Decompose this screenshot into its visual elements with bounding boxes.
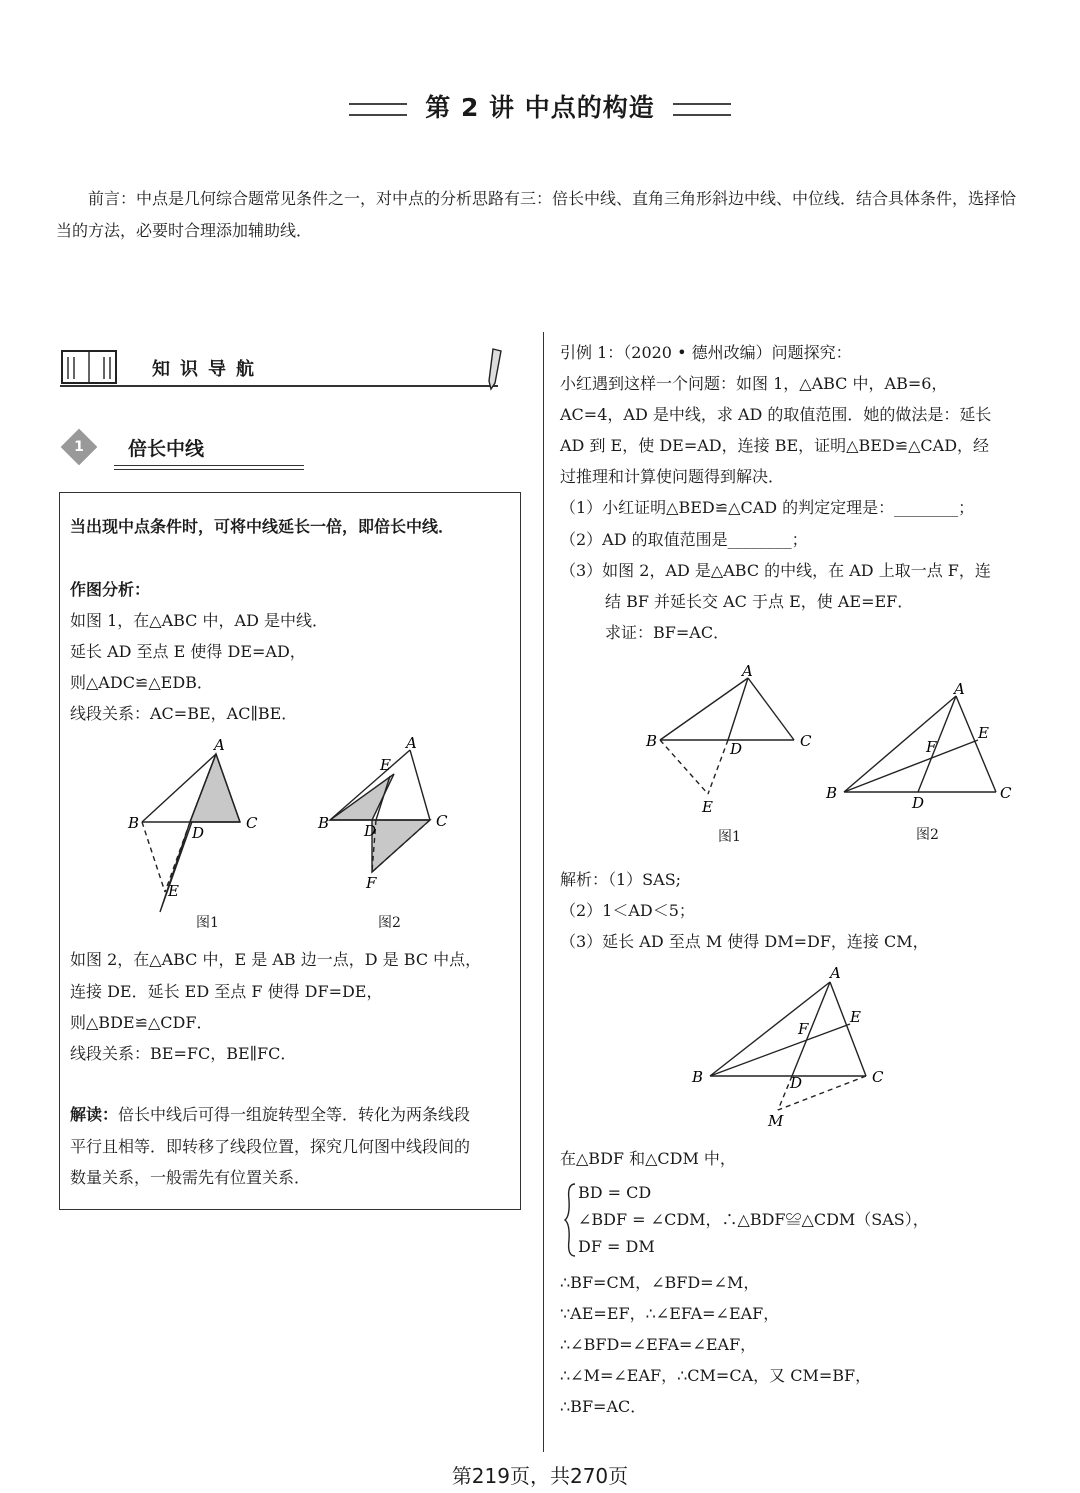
knowledge-nav-header [60,347,510,389]
segment-ab [660,678,748,740]
right-fig1-caption: 图1 [718,829,741,845]
conclusion-line: ∴∠M=∠EAF，∴CM=CA，又 CM=BF， [560,1366,872,1385]
point-label-a: A [954,680,965,698]
point-label-d: D [912,794,925,812]
segment-be [710,1024,850,1076]
segment-ac [956,696,996,792]
example-line: AD 到 E，使 DE=AD，连接 BE，证明△BED≌△CAD，经 [560,436,990,455]
left-figure-2 [317,734,448,892]
point-label-b: B [318,814,330,832]
right-figure-2 [825,680,1012,812]
system-result: ，∴△BDF≌△CDM（SAS）， [705,1210,929,1229]
example-line: 小红遇到这样一个问题：如图 1，△ABC 中，AB=6， [560,374,948,393]
section-title: 倍长中线 [128,438,205,460]
segment-ad [918,696,956,792]
solution-figure [690,962,910,1132]
left-fig2-caption: 图2 [378,915,401,931]
point-label-d: D [364,822,377,840]
pencil-icon [485,347,507,391]
segment-be [844,740,978,792]
right-figure-1 [645,662,812,816]
segment-de [708,740,728,794]
title-text: 第 2 讲 中点的构造 [425,93,655,122]
example-line: 过推理和计算使问题得到解决． [560,467,785,486]
fig2-line: 如图 2，在△ABC 中，E 是 AB 边一点，D 是 BC 中点， [70,950,482,969]
point-label-a: A [214,736,225,754]
point-label-a: A [830,964,841,982]
question-3-line: （3）如图 2，AD 是△ABC 的中线，在 AD 上取一点 F，连 [560,561,991,580]
question-1: （1）小红证明△BED≌△CAD 的判定定理是：________； [560,498,975,517]
segment-ad [728,678,748,740]
point-label-d: D [192,824,205,842]
column-divider [543,332,544,1452]
knowledge-nav-label: 知识导航 [152,359,264,380]
conclusion-line: ∴∠BFD=∠EFA=∠EAF， [560,1335,757,1354]
point-label-b: B [692,1068,704,1086]
left-figures [110,732,490,932]
segment-be [142,822,165,892]
section-header [62,428,262,472]
example-line: AC=4，AD 是中线，求 AD 的取值范围．她的做法是：延长 [560,405,992,424]
fig1-line: 线段关系：AC=BE，AC∥BE． [70,704,298,723]
left-fig1-caption: 图1 [196,915,219,931]
conclusion-line: ∴BF=AC． [560,1397,647,1416]
section-number: 1 [74,439,84,455]
point-label-b: B [646,732,658,750]
fig2-line: 则△BDE≌△CDF． [70,1013,213,1032]
shaded-triangle-bde [330,774,394,820]
system-eq: BD = CD [578,1183,652,1202]
segment-ab [844,696,956,792]
solution-line: （3）延长 AD 至点 M 使得 DM=DF，连接 CM， [560,932,929,951]
reading-line: 平行且相等．即转移了线段位置，探究几何图中线段间的 [70,1137,471,1156]
point-label-d: D [790,1074,803,1092]
point-label-b: B [128,814,140,832]
point-label-a: A [742,662,753,680]
question-3-line: 求证：BF=AC． [605,623,730,642]
title-rule-right [673,103,731,116]
book-icon [60,347,120,387]
page-footer: 第219页，共270页 [451,1464,629,1488]
point-label-d: D [730,740,743,758]
point-label-f: F [366,874,377,892]
question-2: （2）AD 的取值范围是________； [560,530,808,549]
point-label-c: C [246,814,258,832]
example-line: 引例 1：（2020 • 德州改编）问题探究： [560,343,852,362]
fig1-line: 则△ADC≌△EDB． [70,673,213,692]
solution-line: （2）1＜AD＜5； [560,901,695,920]
point-label-c: C [436,812,448,830]
nav-baseline [60,385,498,387]
point-label-e: E [168,882,179,900]
reading-label: 解读： [70,1105,119,1124]
analysis-label: 作图分析： [70,580,151,599]
point-label-c: C [800,732,812,750]
point-label-e: E [702,798,713,816]
point-label-e: E [978,724,989,742]
conclusion-line: ∴BF=CM，∠BFD=∠M， [560,1273,760,1292]
left-figure-1 [127,736,258,912]
reading-line [70,1105,470,1125]
solution-line: 解析：（1）SAS; [560,870,682,889]
triangles-intro: 在△BDF 和△CDM 中， [560,1149,736,1168]
fig1-line: 如图 1，在△ABC 中，AD 是中线． [70,611,328,630]
point-label-b: B [826,784,838,802]
point-label-f: F [926,738,937,756]
question-3-line: 结 BF 并延长交 AC 于点 E，使 AE=EF． [605,592,914,611]
page-title [0,88,1080,124]
point-label-c: C [1000,784,1012,802]
segment-ac [748,678,794,740]
right-figures [630,660,1030,830]
point-label-e: E [380,756,391,774]
point-label-f: F [798,1020,809,1038]
point-label-m: M [768,1112,784,1130]
reading-text: 倍长中线后可得一组旋转型全等．转化为两条线段 [118,1105,471,1124]
reading-line: 数量关系，一般需先有位置关系． [70,1168,311,1187]
segment-ac [410,750,430,820]
point-label-e: E [850,1008,861,1026]
system-brace [563,1182,577,1258]
segment-ab [710,982,830,1076]
intro-paragraph: 前言：中点是几何综合题常见条件之一，对中点的分析思路有三：倍长中线、直角三角形斜边中线、中位线．结合具体条件，选择恰当的方法，必要时合理添加辅助线． [56,189,1017,240]
fig2-line: 线段关系：BE=FC，BE∥FC． [70,1044,297,1063]
conclusion-line: ∵AE=EF，∴∠EFA=∠EAF， [560,1304,780,1323]
right-fig2-caption: 图2 [916,827,939,843]
segment-be [660,740,708,794]
fig1-line: 延长 AD 至点 E 使得 DE=AD， [70,642,306,661]
section-underline [114,465,304,466]
method-headline: 当出现中点条件时，可将中线延长一倍，即倍长中线． [70,517,455,536]
system-eq [578,1210,929,1230]
system-eq-angle: ∠BDF = ∠CDM [578,1210,706,1229]
section-underline-2 [114,469,304,470]
title-rule-left [349,103,407,116]
point-label-a: A [406,734,417,752]
point-label-c: C [872,1068,884,1086]
system-eq: DF = DM [578,1237,655,1256]
fig2-line: 连接 DE．延长 ED 至点 F 使得 DF=DE， [70,982,383,1001]
